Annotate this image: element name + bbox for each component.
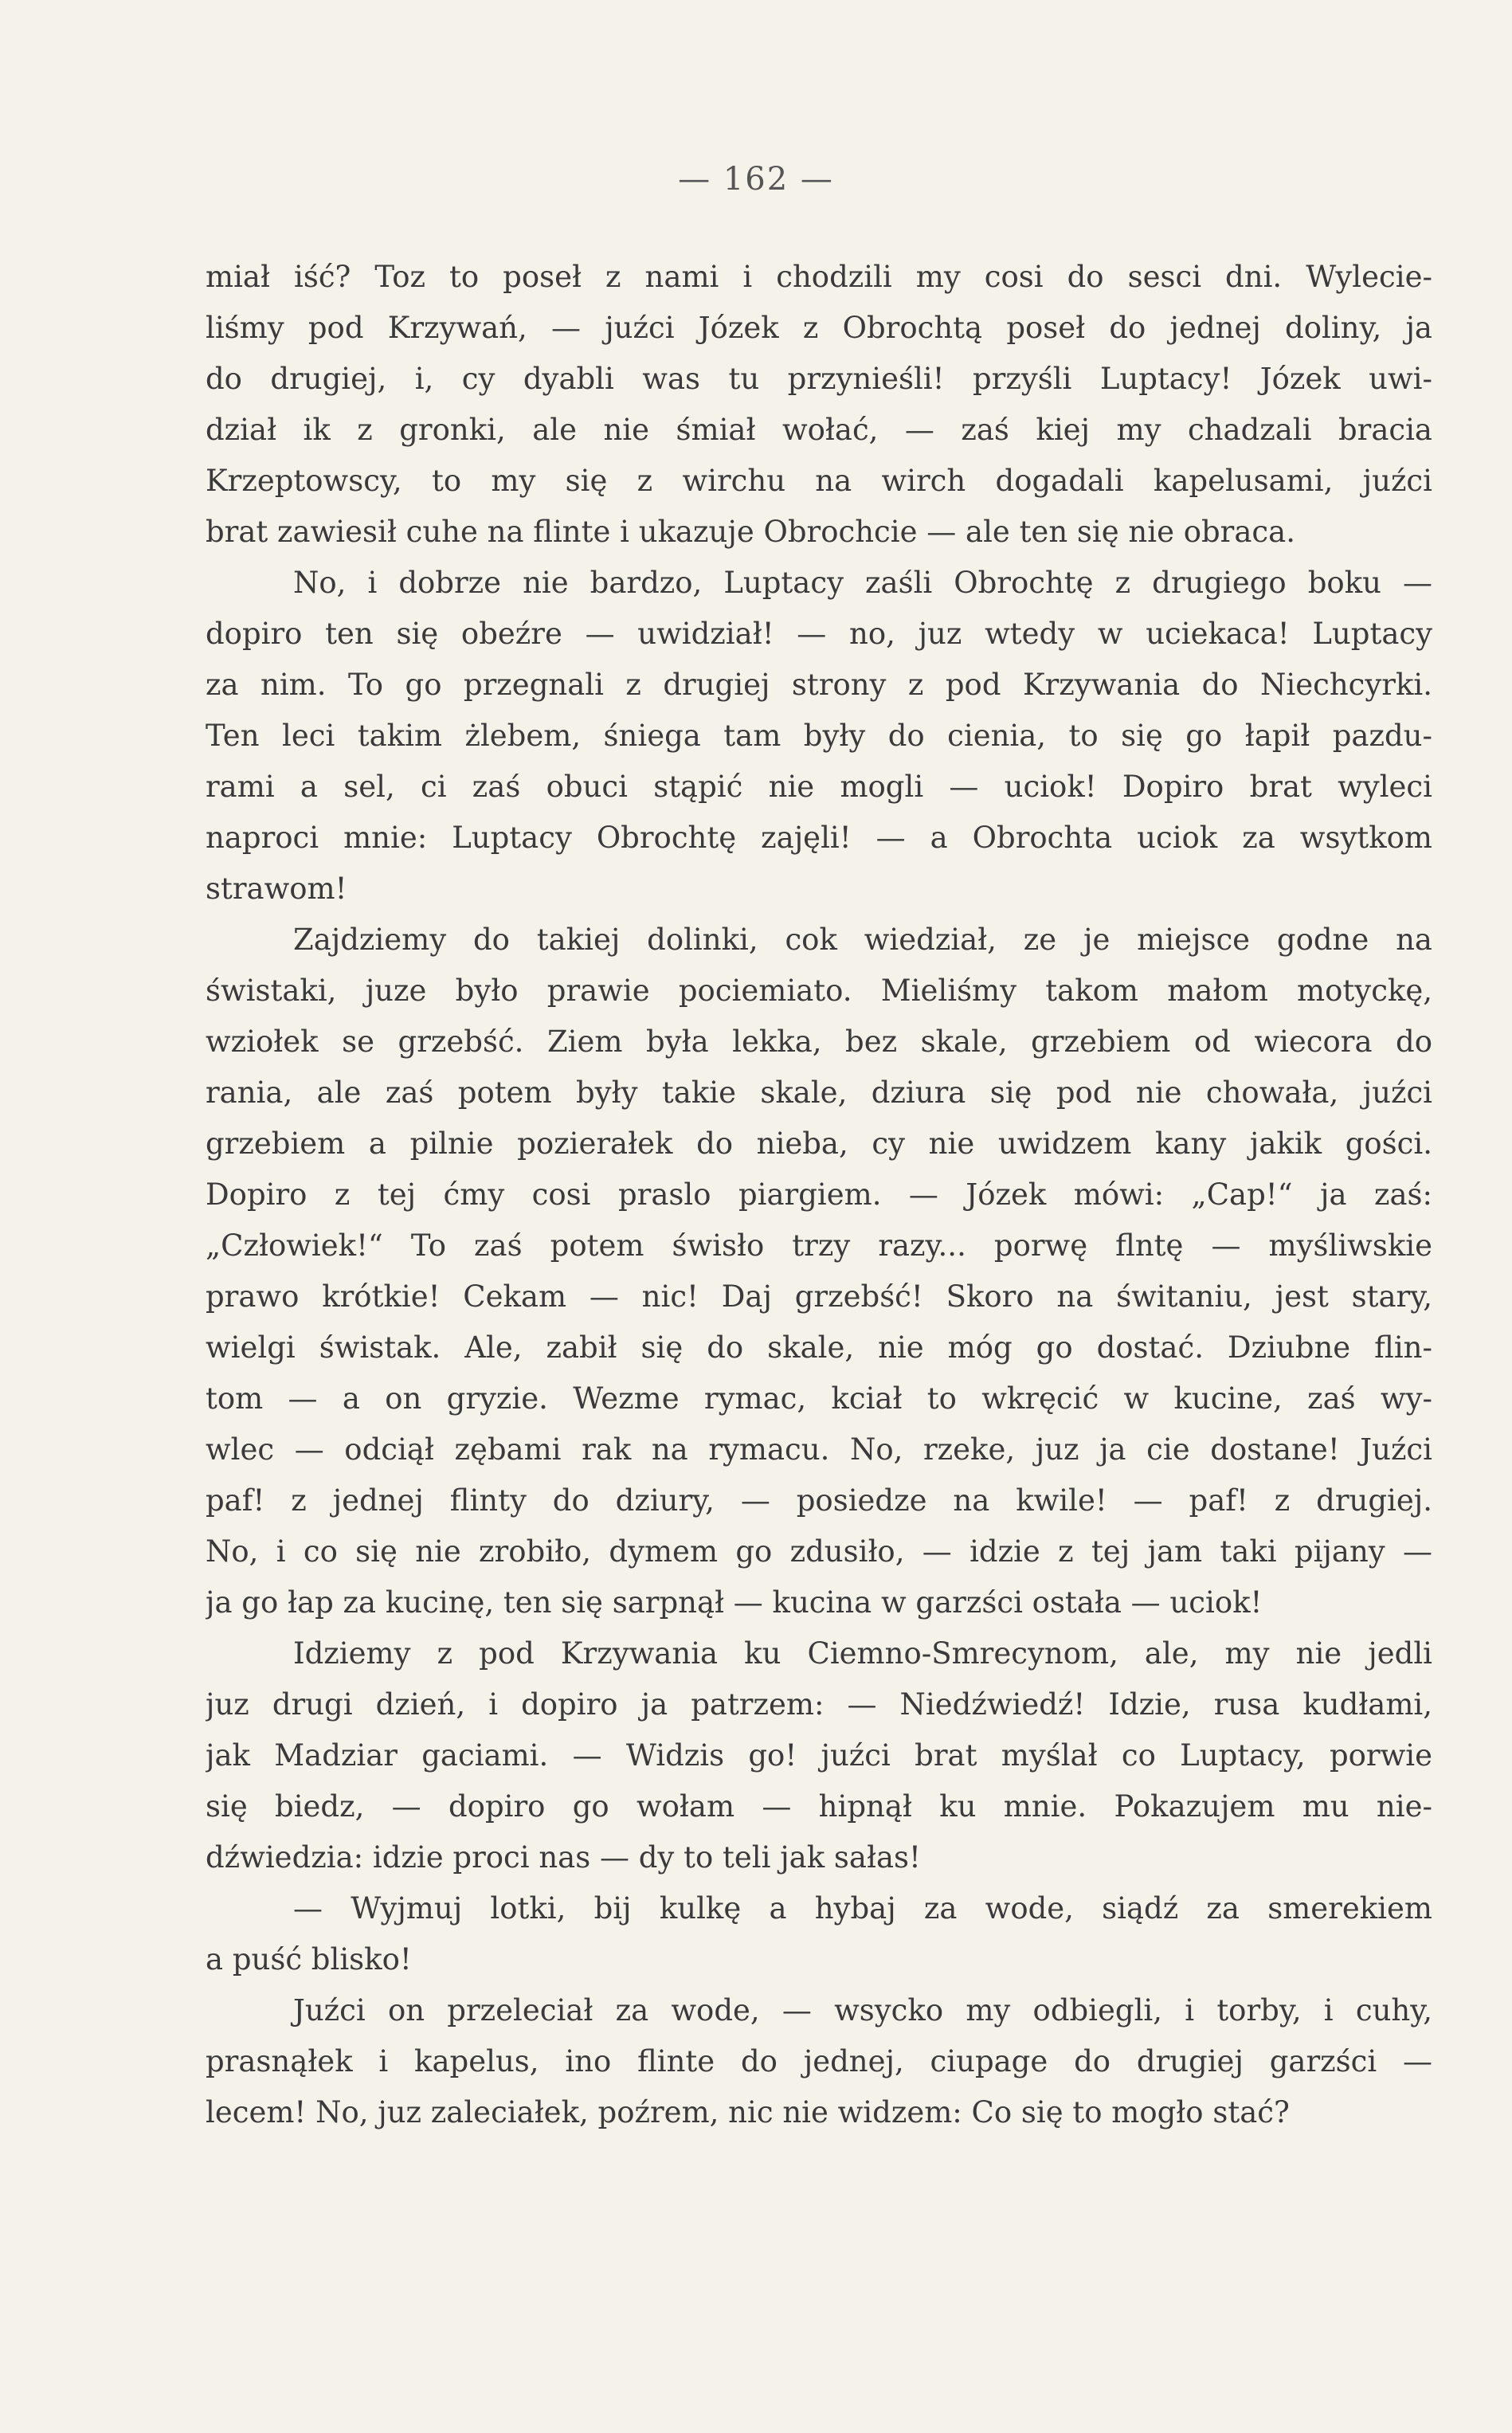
- text-line: rania, ale zaś potem były takie skale, dziura się pod nie chowała, juźci: [206, 1075, 1432, 1110]
- page-number: — 162 —: [678, 161, 834, 198]
- paragraph: [206, 1628, 1432, 1883]
- text-line: strawom!: [206, 872, 347, 906]
- text-line: prasnąłek i kapelus, ino flinte do jednej, ciupage do drugiej garzści —: [206, 2044, 1432, 2078]
- text-line: za nim. To go przegnali z drugiej strony z pod Krzywania do Niechcyrki.: [206, 668, 1432, 702]
- text-line: a puść blisko!: [206, 1942, 412, 1977]
- text-line: wlec — odciął zębami rak na rymacu. No, rzeke, juz ja cie dostane! Juźci: [206, 1432, 1432, 1467]
- text-line: do drugiej, i, cy dyabli was tu przynieśli! przyśli Luptacy! Józek uwi-: [206, 362, 1432, 396]
- text-line: Ten leci takim żlebem, śniega tam były do cienia, to się go łapił pazdu-: [206, 719, 1432, 753]
- text-line: No, i dobrze nie bardzo, Luptacy zaśli Obrochtę z drugiego boku —: [293, 566, 1432, 600]
- text-line: rami a sel, ci zaś obuci stąpić nie mogli — uciok! Dopiro brat wyleci: [206, 770, 1432, 804]
- text-line: naproci mnie: Luptacy Obrochtę zajęli! — a Obrochta uciok za wsytkom: [206, 821, 1432, 855]
- text-line: Juźci on przeleciał za wode, — wsycko my odbiegli, i torby, i cuhy,: [293, 1993, 1432, 2028]
- paragraph: [206, 1883, 1432, 1985]
- text-line: świstaki, juze było prawie pociemiato. Mieliśmy takom małom motyckę,: [206, 974, 1432, 1008]
- text-line: — Wyjmuj lotki, bij kulkę a hybaj za wode, siądź za smerekiem: [293, 1891, 1432, 1926]
- text-line: grzebiem a pilnie pozierałek do nieba, cy nie uwidzem kany jakik gości.: [206, 1126, 1432, 1161]
- paragraph: [206, 915, 1432, 1628]
- text-line: juz drugi dzień, i dopiro ja patrzem: — Niedźwiedź! Idzie, rusa kudłami,: [206, 1687, 1432, 1722]
- text-line: Krzeptowscy, to my się z wirchu na wirch dogadali kapelusami, juźci: [206, 464, 1432, 498]
- text-line: Idziemy z pod Krzywania ku Ciemno-Smrecynom, ale, my nie jedli: [293, 1636, 1432, 1671]
- text-line: brat zawiesił cuhe na flinte i ukazuje Obrochcie — ale ten się nie obraca.: [206, 515, 1295, 549]
- text-line: prawo krótkie! Cekam — nic! Daj grzebść! Skoro na świtaniu, jest stary,: [206, 1279, 1432, 1314]
- text-line: lecem! No, juz zaleciałek, poźrem, nic nie widzem: Co się to mogło stać?: [206, 2095, 1290, 2129]
- text-line: wziołek se grzebść. Ziem była lekka, bez skale, grzebiem od wiecora do: [206, 1025, 1432, 1059]
- text-line: Dopiro z tej ćmy cosi praslo piargiem. — Józek mówi: „Cap!“ ja zaś:: [206, 1177, 1432, 1212]
- paragraph: [206, 252, 1432, 558]
- text-line: Zajdziemy do takiej dolinki, cok wiedział, ze je miejsce godne na: [293, 923, 1432, 957]
- text-line: paf! z jednej flinty do dziury, — posiedze na kwile! — paf! z drugiej.: [206, 1483, 1432, 1518]
- text-line: liśmy pod Krzywań, — juźci Józek z Obrochtą poseł do jednej doliny, ja: [206, 311, 1432, 345]
- text-line: dział ik z gronki, ale nie śmiał wołać, — zaś kiej my chadzali bracia: [206, 413, 1432, 447]
- text-line: jak Madziar gaciami. — Widzis go! juźci brat myślał co Luptacy, porwie: [206, 1738, 1432, 1773]
- text-line: No, i co się nie zrobiło, dymem go zdusiło, — idzie z tej jam taki pijany —: [206, 1534, 1432, 1569]
- text-line: wielgi świstak. Ale, zabił się do skale, nie móg go dostać. Dziubne flin-: [206, 1330, 1432, 1365]
- text-line: dopiro ten się obeźre — uwidział! — no, juz wtedy w uciekaca! Luptacy: [206, 617, 1432, 651]
- text-line: „Człowiek!“ To zaś potem świsło trzy razy... porwę flntę — myśliwskie: [206, 1228, 1432, 1263]
- text-line: ja go łap za kucinę, ten się sarpnął — kucina w garzści ostała — uciok!: [206, 1585, 1263, 1620]
- text-line: miał iść? Toz to poseł z nami i chodzili my cosi do sesci dni. Wylecie-: [206, 260, 1432, 294]
- text-line: tom — a on gryzie. Wezme rymac, kciał to wkręcić w kucine, zaś wy-: [206, 1381, 1432, 1416]
- text-line: się biedz, — dopiro go wołam — hipnął ku mnie. Pokazujem mu nie-: [206, 1789, 1432, 1824]
- paragraph: [206, 558, 1432, 915]
- page-text: [206, 252, 1432, 2138]
- paragraph: [206, 1985, 1432, 2138]
- text-line: dźwiedzia: idzie proci nas — dy to teli jak sałas!: [206, 1840, 921, 1875]
